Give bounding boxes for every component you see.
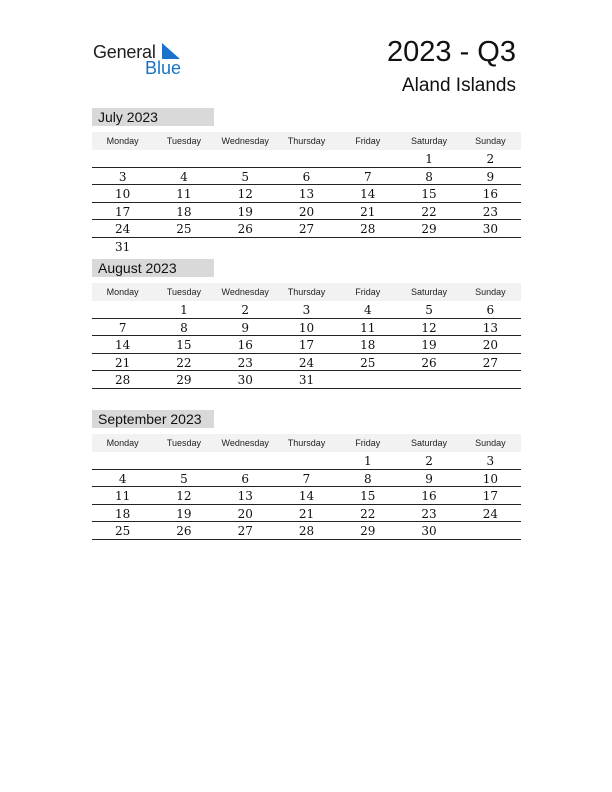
day-cell: 11 [176,187,192,201]
day-cell: 2 [425,454,433,468]
day-cell: 15 [360,489,376,503]
day-cell: 28 [298,524,315,538]
week-row [92,319,521,337]
day-cell: 22 [421,204,437,219]
day-cell [92,301,153,318]
day-cell: 7 [363,169,372,184]
weekday-label: Thursday [287,287,326,297]
day-cell: 6 [302,169,311,184]
day-cell: 10 [298,320,315,335]
day-cell: 20 [482,338,498,352]
day-cell: 14 [115,338,131,352]
day-cell: 13 [298,187,315,201]
day-cell: 2 [486,152,495,166]
week-row [92,203,521,221]
day-cell: 20 [298,204,315,219]
week-row [92,505,521,523]
day-cell: 7 [118,320,127,335]
day-cell: 21 [360,204,376,219]
day-cell: 18 [360,338,376,352]
weekday-label: Wednesday [221,287,269,297]
week-row [92,452,521,470]
day-cell: 19 [421,338,437,352]
page-subtitle: Aland Islands [401,75,516,96]
week-row [92,150,521,168]
day-cell: 12 [237,187,253,201]
month-august [92,259,521,389]
day-cell [215,238,276,255]
day-cell: 3 [486,454,495,468]
day-cell [460,238,521,255]
day-cell: 10 [115,187,131,201]
weekday-label: Saturday [411,136,448,146]
day-cell: 16 [482,187,498,201]
day-cell: 16 [421,489,437,503]
day-cell: 24 [482,506,498,521]
day-cell: 17 [482,489,498,503]
day-cell: 14 [360,187,376,201]
weekday-label: Monday [106,136,139,146]
weekday-label: Sunday [475,136,506,146]
week-row [92,371,521,389]
day-cell: 14 [298,489,315,503]
brand-logo [93,40,193,80]
day-cell: 23 [482,204,498,219]
weekday-label: Saturday [411,438,448,448]
day-cell: 4 [118,471,127,486]
day-cell: 19 [176,506,192,521]
day-cell: 15 [176,338,192,352]
week-row [92,185,521,203]
day-cell: 23 [237,355,253,370]
day-cell: 11 [115,489,131,503]
weekday-label: Tuesday [166,287,202,297]
day-cell [215,452,276,469]
day-cell: 28 [360,222,376,236]
day-cell: 8 [363,471,372,486]
weekday-label: Thursday [287,136,326,146]
day-cell: 27 [482,355,498,370]
weekday-label: Friday [355,136,381,146]
day-cell [153,452,214,469]
weekday-label: Tuesday [166,438,202,448]
day-cell: 26 [421,355,437,370]
week-row [92,354,521,372]
day-cell: 9 [425,471,433,486]
day-cell: 26 [176,524,192,538]
weekday-label: Sunday [475,438,506,448]
day-cell [276,452,337,469]
weekday-header-row [92,283,521,301]
week-row [92,220,521,238]
day-cell [337,371,398,388]
day-cell: 27 [298,222,315,236]
day-cell: 2 [241,303,250,317]
day-cell: 31 [115,239,131,254]
day-cell [398,371,459,388]
day-cell: 11 [360,320,376,335]
day-cell: 28 [115,373,131,387]
day-cell: 4 [180,169,188,184]
month-label: September 2023 [92,410,214,428]
day-cell: 27 [237,524,253,538]
week-row [92,301,521,319]
day-cell [460,522,521,539]
day-cell: 25 [115,524,131,538]
day-cell: 7 [302,471,311,486]
day-cell: 24 [115,222,131,236]
day-cell: 18 [176,204,192,219]
day-cell: 26 [237,222,253,236]
day-cell [337,150,398,167]
day-cell: 1 [180,303,188,317]
brand-general-text: General [93,42,156,62]
day-cell: 6 [486,303,495,317]
day-cell: 16 [237,338,253,352]
day-cell: 17 [298,338,315,352]
day-cell: 24 [298,355,315,370]
day-cell: 23 [421,506,437,521]
day-cell: 9 [486,169,495,184]
weekday-label: Wednesday [221,136,269,146]
day-cell: 13 [482,320,498,335]
day-cell: 17 [115,204,131,219]
month-label: August 2023 [92,259,214,277]
day-cell: 15 [421,187,437,201]
day-cell: 18 [115,506,131,521]
day-cell: 5 [425,303,433,317]
day-cell: 3 [302,303,311,317]
day-cell: 10 [482,471,498,486]
month-july [92,108,521,254]
day-cell: 31 [298,373,315,387]
weekday-header-row [92,434,521,452]
month-september [92,410,521,540]
day-cell: 3 [118,169,127,184]
day-cell: 30 [237,373,253,387]
week-row [92,168,521,186]
day-cell: 25 [360,355,376,370]
day-cell: 9 [241,320,250,335]
day-cell [215,150,276,167]
month-label: July 2023 [92,108,214,126]
week-row [92,336,521,354]
day-cell [460,371,521,388]
weekday-label: Thursday [287,438,326,448]
day-cell: 4 [363,303,372,317]
page-title: 2023 - Q3 [387,36,516,68]
weekday-label: Sunday [475,287,506,297]
day-cell [276,150,337,167]
weekday-label: Friday [355,438,381,448]
day-cell: 8 [180,320,188,335]
day-cell: 5 [180,471,188,486]
day-cell: 13 [237,489,253,503]
day-cell: 29 [176,373,192,387]
day-cell [92,452,153,469]
brand-blue-text: Blue [145,58,182,78]
weekday-label: Saturday [411,287,448,297]
weekday-label: Monday [106,287,139,297]
day-cell: 8 [425,169,433,184]
day-cell: 20 [237,506,253,521]
day-cell: 22 [176,355,192,370]
day-cell: 29 [360,524,376,538]
day-cell [92,150,153,167]
week-row [92,238,521,255]
weekday-label: Monday [106,438,139,448]
day-cell [153,150,214,167]
weekday-label: Friday [355,287,381,297]
day-cell: 12 [421,320,437,335]
weekday-header-row [92,132,521,150]
day-cell: 1 [425,152,433,166]
day-cell [337,238,398,255]
weekday-label: Wednesday [221,438,269,448]
day-cell [276,238,337,255]
day-cell: 30 [421,524,437,538]
day-cell: 5 [241,169,250,184]
day-cell: 30 [482,222,498,236]
day-cell: 1 [363,454,372,468]
day-cell: 22 [360,506,376,521]
day-cell [398,238,459,255]
day-cell [153,238,214,255]
day-cell: 25 [176,222,192,236]
day-cell: 21 [115,355,131,370]
day-cell: 12 [176,489,192,503]
day-cell: 21 [298,506,315,521]
weekday-label: Tuesday [166,136,202,146]
day-cell: 19 [237,204,253,219]
week-row [92,487,521,505]
week-row [92,522,521,540]
week-row [92,470,521,488]
day-cell: 29 [421,222,437,236]
day-cell: 6 [241,471,250,486]
